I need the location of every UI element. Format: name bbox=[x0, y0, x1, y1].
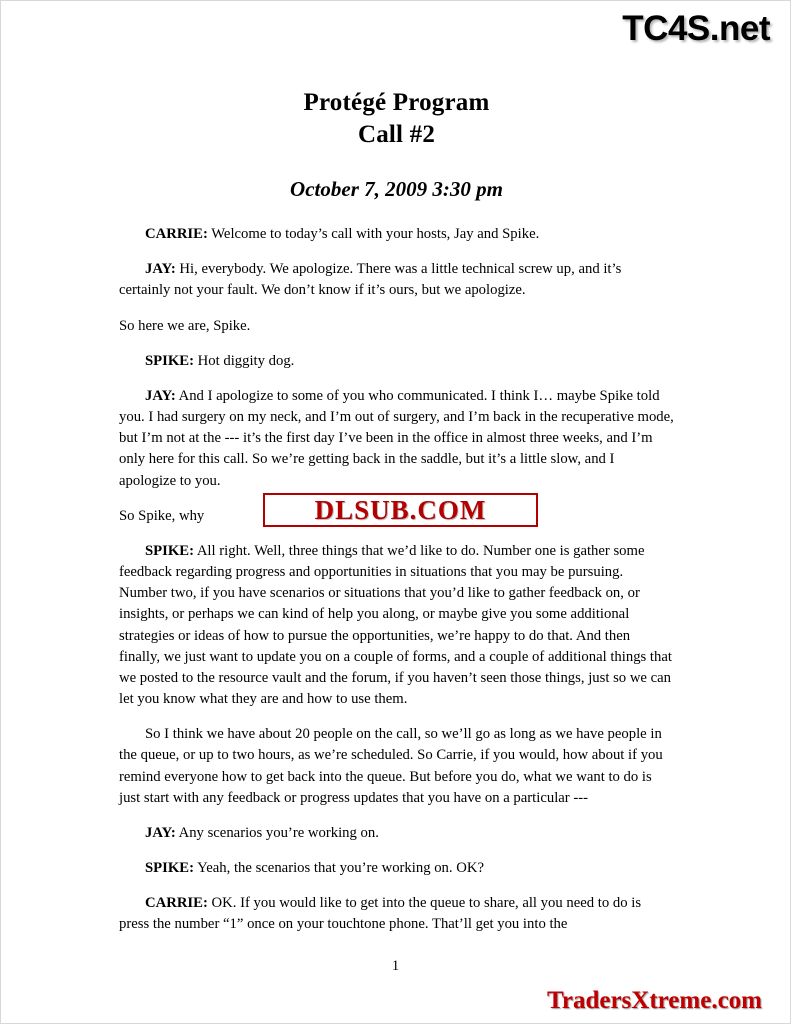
transcript-paragraph bbox=[119, 858, 674, 879]
transcript-paragraph bbox=[119, 541, 674, 710]
paragraph-text: So I think we have about 20 people on the call, so we’ll go as long as we have people in the queue, or up to two hours, as we’re scheduled. So Carrie, if you would, how about if you remind everyone how to get back into the queue. But before you do, what we want to do is just start with any feedback or progress updates that you have on a particular --- bbox=[119, 726, 663, 806]
transcript-paragraph bbox=[119, 351, 674, 372]
page-title-line2: Call #2 bbox=[357, 121, 436, 148]
transcript-paragraph bbox=[119, 259, 674, 301]
speaker-label: SPIKE: bbox=[145, 352, 194, 369]
transcript-paragraph bbox=[119, 893, 674, 935]
paragraph-text: All right. Well, three things that we’d like to do. Number one is gather some feedback regarding progress and opportunities in situations that you may be pursuing. Number two, if you have scenarios or situations that you’d like to gather feedback on, or insights, or perhaps we can kind of help you along, or maybe give you some additional strategies or ideas of how to pursue the opportunities, we’re happy to do that. And then finally, we just want to update you on a couple of forms, and a couple of additional things that we posted to the resource vault and the forum, if you haven’t seen those things, just so we can let you know what they are and how to use them. bbox=[119, 542, 672, 708]
paragraph-text: So here we are, Spike. bbox=[119, 317, 251, 334]
document-content bbox=[1, 1, 791, 950]
page-title-line1: Protégé Program bbox=[303, 89, 490, 116]
paragraph-text: Welcome to today’s call with your hosts, Jay and Spike. bbox=[207, 226, 540, 242]
speaker-label: SPIKE: bbox=[145, 542, 194, 559]
transcript-paragraph bbox=[119, 224, 674, 245]
transcript-body bbox=[119, 224, 674, 936]
transcript-paragraph bbox=[119, 724, 674, 809]
page-title bbox=[119, 87, 674, 151]
watermark-top-right: TC4S.net bbox=[622, 9, 770, 48]
watermark-bottom-right: TradersXtreme.com bbox=[547, 987, 762, 1014]
paragraph-text: Hi, everybody. We apologize. There was a little technical screw up, and it’s certainly not your fault. We don’t know if it’s ours, but we apologize. bbox=[119, 261, 622, 299]
paragraph-text: Yeah, the scenarios that you’re working on. OK? bbox=[193, 860, 484, 877]
page-subtitle: October 7, 2009 3:30 pm bbox=[290, 177, 503, 201]
watermark-center: DLSUB.COM bbox=[263, 493, 538, 527]
transcript-paragraph bbox=[119, 316, 674, 337]
paragraph-text: So Spike, why bbox=[119, 507, 205, 524]
speaker-label: CARRIE: bbox=[145, 226, 208, 242]
speaker-label: CARRIE: bbox=[145, 895, 208, 912]
paragraph-text: OK. If you would like to get into the queue to share, all you need to do is press the number “1” once on your touchtone phone. That’ll get you into the bbox=[119, 895, 642, 933]
speaker-label: JAY: bbox=[145, 824, 176, 841]
page-number: 1 bbox=[391, 958, 400, 974]
paragraph-text: And I apologize to some of you who communicated. I think I… maybe Spike told you. I had surgery on my neck, and I’m out of surgery, and I’m back in the recuperative mode, but I’m not at the --- it’s the first day I’ve been in the office in almost three weeks, and I’m only here for this call. So we’re getting back in the saddle, but it’s a little slow, and I apologize to you. bbox=[119, 387, 674, 489]
speaker-label: SPIKE: bbox=[145, 860, 194, 877]
speaker-label: JAY: bbox=[145, 261, 176, 278]
speaker-label: JAY: bbox=[145, 387, 176, 404]
transcript-paragraph bbox=[119, 386, 674, 492]
transcript-paragraph bbox=[119, 823, 674, 844]
paragraph-text: Hot diggity dog. bbox=[193, 352, 295, 369]
paragraph-text: Any scenarios you’re working on. bbox=[175, 824, 379, 841]
